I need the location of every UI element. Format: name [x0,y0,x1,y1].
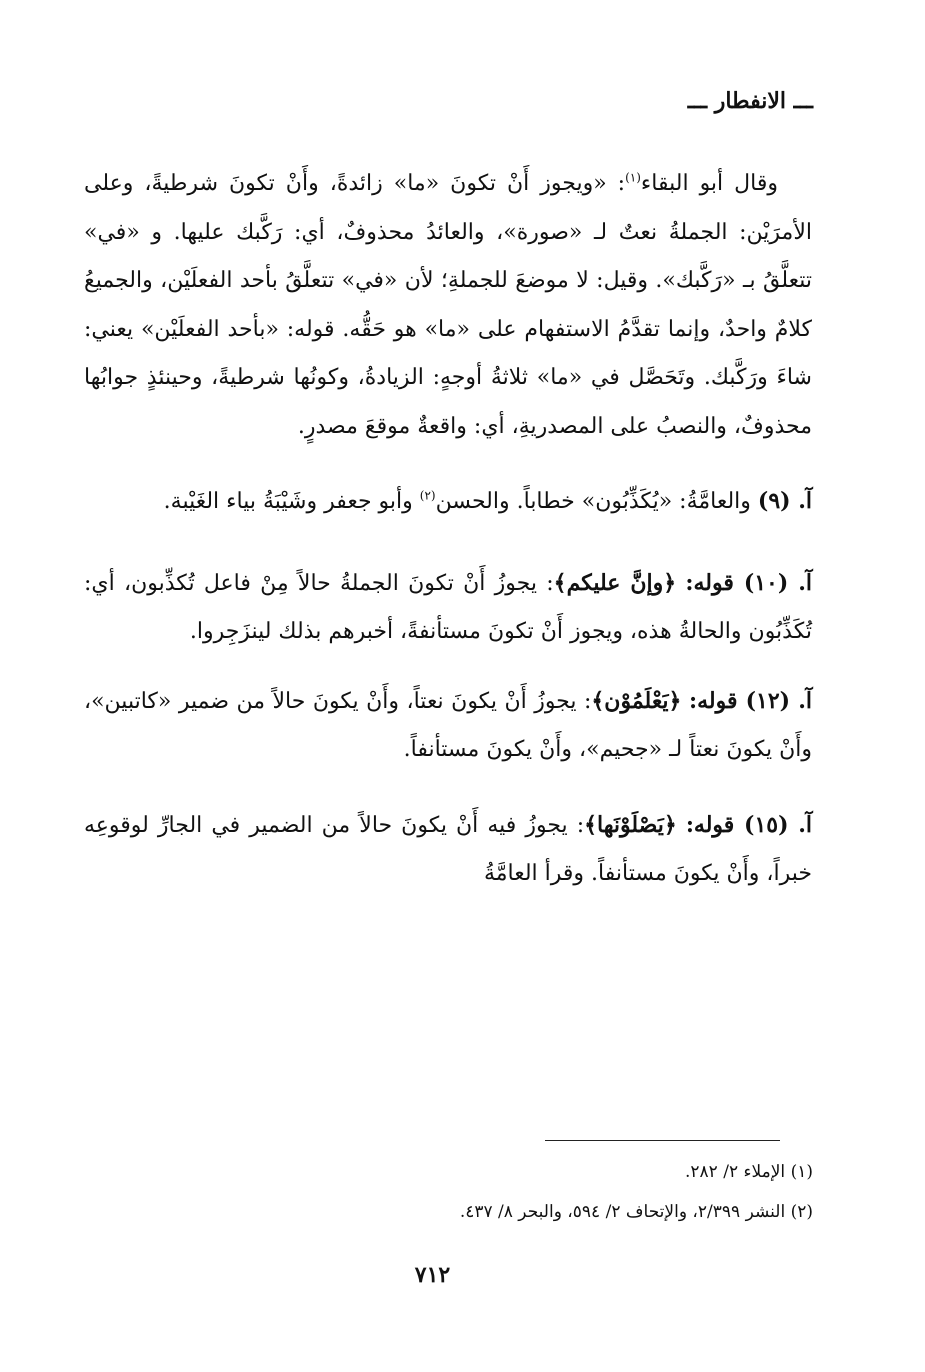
paragraph-text: : يجوزُ أَنْ يكونَ نعتاً، وأَنْ يكونَ حالاً من ضمير «كاتبين»، وأَنْ يكونَ نعتاً لـ «جحيم»، وأَنْ يكونَ مستأنفاً. [84,688,812,762]
quran-quote: ﴿وإنَّ عليكم﴾ [553,569,677,596]
paragraph-abu-al-baqa [84,160,812,451]
footnote-number: (١) [790,1162,813,1182]
paragraph-text: : «ويجوز أَنْ تكونَ «ما» زائدةً، وأَنْ تكونَ شرطيةً، وعلى الأمرَيْن: الجملةُ نعتٌ لـ «صورة»، والعائدُ محذوفٌ، أي: رَكَّبك عليها. و «في» تتعلَّقُ بـ «رَكَّبك». وقيل: لا موضعَ للجملةِ؛ لأن «في» تتعلَّقُ بأحد الفعلَيْن، والجميعُ كلامٌ واحدٌ، وإنما تقدَّمُ الاستفهام على «ما» هو حَقُّه. قوله: «بأحد الفعلَيْن» يعني: شاءَ ورَكَّبك. وتَحَصَّل في «ما» ثلاثةُ أوجهٍ: الزيادةُ، وكونُها شرطيةً، وحينئذٍ جوابُها محذوفٌ، والنصبُ على المصدريةِ، أي: واقعةٌ موقعَ مصدرٍ. [84,171,812,439]
footnote-2 [113,1192,813,1232]
paragraph-verse-12 [84,677,812,775]
paragraph-text: : يجوزُ فيه أَنْ يكونَ حالاً من الضمير في الجارِّ لوقوعِه خبراً، وأَنْ يكونَ مستأنفاً. وقرأ العامَّةُ [84,812,812,886]
paragraph-gap [84,527,812,559]
paragraph-gap [84,775,812,801]
footnote-1 [113,1152,813,1192]
verse-label: آ. (٩) [757,488,812,514]
verse-label: آ. (١٥) قوله: [685,811,812,838]
paragraph-verse-10 [84,559,812,657]
footnote-number: (٢) [790,1202,813,1222]
footnote-text: الإملاء ٢/ ٢٨٢. [685,1162,786,1182]
page-number: ٧١٢ [414,1262,451,1288]
paragraph-gap [84,451,812,477]
footnote-divider [545,1140,780,1141]
quran-quote: ﴿يَعْلَمُوْن﴾ [591,687,682,714]
paragraph-lead: وقال أبو البقاء [640,171,779,196]
footnotes [113,1152,813,1232]
footnote-ref-1: (١) [625,170,641,185]
footnote-text: النشر ٢/٣٩٩، والإتحاف ٢/ ٥٩٤، والبحر ٨/ ٤٣٧. [459,1202,786,1222]
paragraph-text: والعامَّةُ: «يُكَذِّبُون» خطاباً. والحسن [435,489,758,514]
verse-label: آ. (١٢) قوله: [688,687,812,714]
verse-label: آ. (١٠) قوله: [685,569,812,596]
paragraph-text: وأبو جعفر وشَيْبَةُ بياء الغَيْبة. [163,489,420,514]
main-text [84,160,812,899]
paragraph-verse-9 [84,477,812,527]
paragraph-text: : يجوزُ أَنْ تكونَ الجملةُ حالاً مِنْ فاعل تُكذِّبون، أي: تُكَذِّبُون والحالةُ هذه، ويجوز أَنْ تكونَ مستأنفةً، أخبرهم بذلك لينزَجِروا. [84,570,812,644]
quran-quote: ﴿يَصْلَوْنَها﴾ [584,811,677,838]
paragraph-verse-15 [84,801,812,899]
running-header: ـــ الانفطار ـــ [687,88,813,114]
paragraph-gap [84,657,812,677]
footnote-ref-2: (٢) [419,488,436,503]
